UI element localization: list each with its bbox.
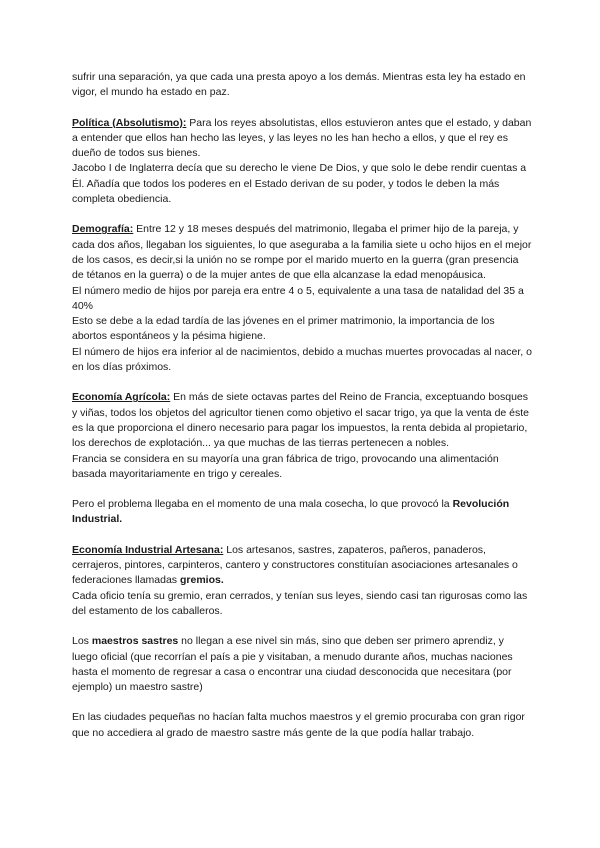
agricola-paragraph-3 xyxy=(72,497,532,528)
industrial-heading: Economía Industrial Artesana: xyxy=(72,543,224,556)
demografia-paragraph-4: El número de hijos era inferior al de nacimientos, debido a muchas muertes provocadas al nacer, o en los días próximos. xyxy=(72,345,532,374)
document-page xyxy=(72,70,532,741)
demografia-paragraph-3: Esto se debe a la edad tardía de las jóvenes en el primer matrimonio, la importancia de los abortos espontáneos y la pésima higiene. xyxy=(72,315,495,343)
maestros-sastres-bold: maestros sastres xyxy=(91,635,179,648)
industrial-paragraph-4: En las ciudades pequeñas no hacían falta muchos maestros y el gremio procuraba con gran rigor que no accediera al grado de maestro sastre más gente de la que podía hallar trabajo. xyxy=(72,711,525,739)
industrial-paragraph-3 xyxy=(72,634,532,695)
politica-paragraph-2: Jacobo I de Inglaterra decía que su derecho le viene De Dios, y que solo le debe rendir cuentas a Él. Añadía que todos los poderes en el Estado derivan de su poder, y todos le deben la más completa obediencia. xyxy=(72,162,527,206)
demografia-heading: Demografía: xyxy=(72,223,134,236)
politica-paragraph xyxy=(72,116,532,162)
revolucion-industrial-bold: Revolución Industrial. xyxy=(72,498,510,526)
agricola-text: En más de siete octavas partes del Reino de Francia, exceptuando bosques y viñas, todos los objetos del agricultor tienen como objetivo el sacar trigo, ya que la venta de éste es la que proporciona el dinero necesario para pagar los impuestos, la renta debida al propietario, los derechos de explotación... ya que muchas de las tierras pertenecen a nobles. xyxy=(72,391,530,450)
politica-heading: Política (Absolutismo): xyxy=(72,116,187,129)
agricola-paragraph xyxy=(72,390,532,451)
demografia-paragraph xyxy=(72,222,532,283)
agricola-paragraph-2: Francia se considera en su mayoría una gran fábrica de trigo, provocando una alimentación basada mayoritariamente en trigo y cereales. xyxy=(72,452,499,480)
demografia-text: Entre 12 y 18 meses después del matrimonio, llegaba el primer hijo de la pareja, y cada dos años, llegaban los siguientes, lo que aseguraba a la familia siete u ocho hijos en el mejor de los casos, es decir,si la unión no se rompe por el marido muerto en la guerra (gran presencia de tétanos en la guerra) o de la mujer antes de que ella alcanzase la edad menopáusica. xyxy=(72,223,532,282)
industrial-paragraph xyxy=(72,543,532,589)
intro-paragraph: sufrir una separación, ya que cada una presta apoyo a los demás. Mientras esta ley ha estado en vigor, el mundo ha estado en paz. xyxy=(72,71,526,99)
demografia-paragraph-2: El número medio de hijos por pareja era entre 4 o 5, equivalente a una tasa de natalidad del 35 a 40% xyxy=(72,284,524,312)
gremios-bold: gremios. xyxy=(179,574,224,587)
industrial-paragraph-2: Cada oficio tenía su gremio, eran cerrados, y tenían sus leyes, siendo casi tan rigurosas como las del estamento de los caballeros. xyxy=(72,589,528,617)
industrial-text: Los artesanos, sastres, zapateros, pañeros, panaderos, cerrajeros, pintores, carpinteros, cantero y constructores constituían asociaciones artesanales o federaciones llamadas xyxy=(72,543,518,587)
politica-text: Para los reyes absolutistas, ellos estuvieron antes que el estado, y daban a entender que ellos han hecho las leyes, y las leyes no les han hecho a ellos, y que el rey es dueño de todos sus bienes. xyxy=(72,116,532,160)
industrial-text-3a: Los xyxy=(72,635,92,648)
agricola-text-3: Pero el problema llegaba en el momento de una mala cosecha, lo que provocó la xyxy=(72,498,453,511)
industrial-text-3b: no llegan a ese nivel sin más, sino que deben ser primero aprendiz, y luego oficial (que recorrían el país a pie y visitaban, a menudo durante años, muchas naciones hasta el momento de regresar a casa o encontrar una ciudad desconocida que necesitara (por ejemplo) un maestro sastre) xyxy=(72,635,513,694)
agricola-heading: Economía Agrícola: xyxy=(72,391,171,404)
